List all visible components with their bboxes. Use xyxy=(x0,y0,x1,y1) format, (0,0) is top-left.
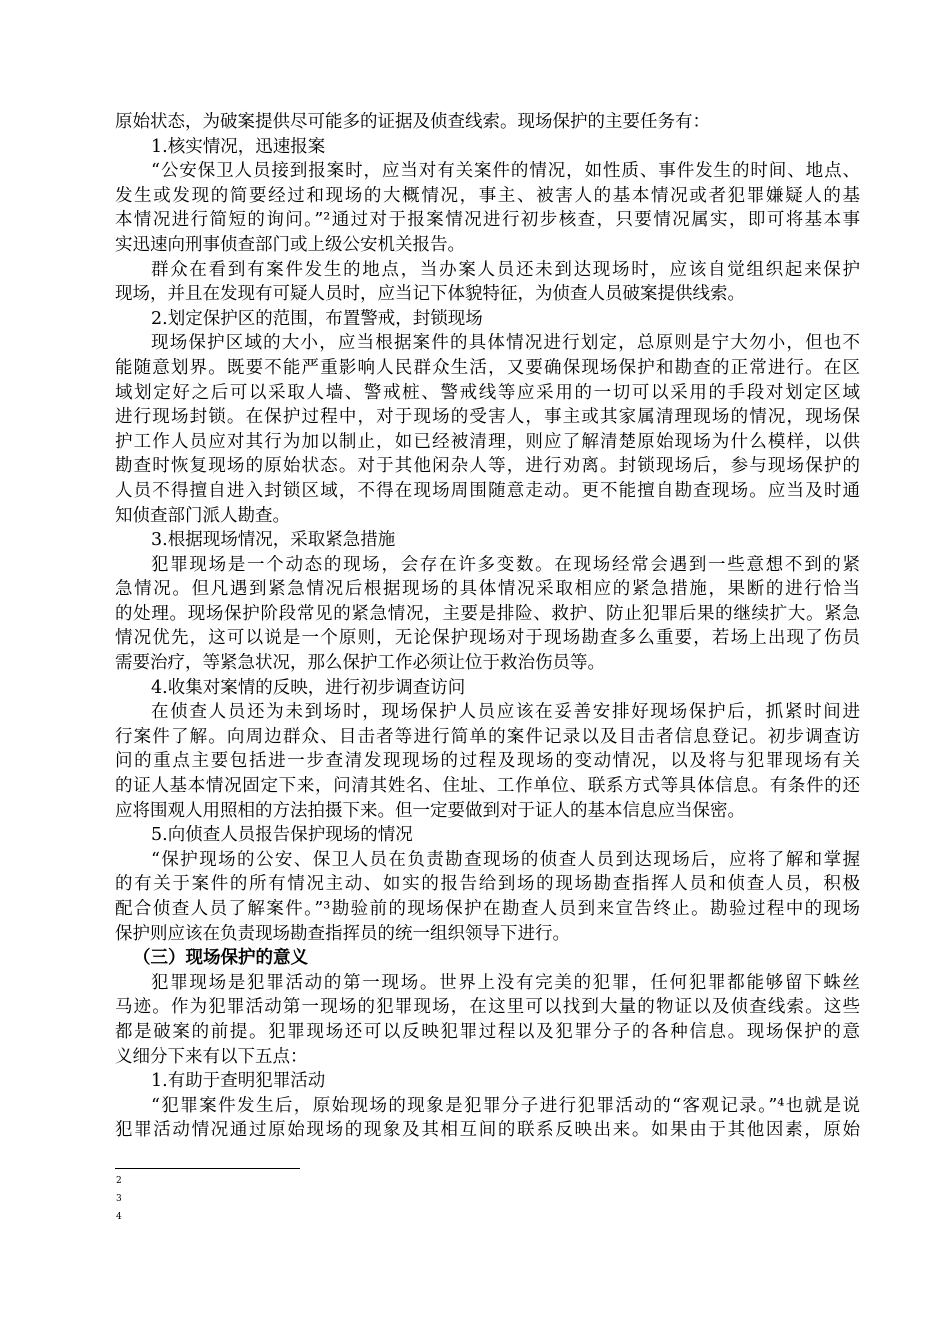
text-line: 的处理。现场保护阶段常见的紧急情况，主要是排险、救护、防止犯罪后果的继续扩大。紧急 xyxy=(115,603,860,624)
text-line: 护工作人员应对其行为加以制止，如已经被清理，则应了解清楚原始现场为什么模样，以供 xyxy=(115,431,860,452)
text-line: 3.根据现场情况，采取紧急措施 xyxy=(151,530,396,551)
text-line: 问的重点主要包括进一步查清发现现场的过程及现场的变动情况，以及将与犯罪现场有关 xyxy=(115,751,860,772)
footnote-2: 2 xyxy=(116,1176,122,1186)
text-line: 现场保护区域的大小，应当根据案件的具体情况进行划定，总原则是宁大勿小，但也不 xyxy=(151,333,860,354)
text-line: 马迹。作为犯罪活动第一现场的犯罪现场，在这里可以找到大量的物证以及侦查线索。这些 xyxy=(115,997,860,1018)
text-line: “犯罪案件发生后，原始现场的现象是犯罪分子进行犯罪活动的“客观记录。”⁴也就是说 xyxy=(151,1095,860,1116)
text-line: 保护则应该在负责现场勘查指挥员的统一组织领导下进行。 xyxy=(115,923,570,944)
text-line: 实迅速向刑事侦查部门或上级公安机关报告。 xyxy=(115,234,465,255)
text-line: “公安保卫人员接到报案时，应当对有关案件的情况，如性质、事件发生的时间、地点、 xyxy=(151,161,860,182)
text-line: 域划定好之后可以采取人墙、警戒桩、警戒线等应采用的一切可以采用的手段对划定区域 xyxy=(115,382,860,403)
text-line: 情况优先，这可以说是一个原则，无论保护现场对于现场勘查多么重要，若场上出现了伤员 xyxy=(115,628,860,649)
text-line: 群众在看到有案件发生的地点，当办案人员还未到达现场时，应该自觉组织起来保护 xyxy=(151,259,860,280)
text-line: 2.划定保护区的范围，布置警戒，封锁现场 xyxy=(151,308,483,329)
text-line: 1.核实情况，迅速报案 xyxy=(151,136,326,157)
text-line: 急情况。但凡遇到紧急情况后根据现场的具体情况采取相应的紧急措施，果断的进行恰当 xyxy=(115,579,860,600)
text-line: “保护现场的公安、保卫人员在负责勘查现场的侦查人员到达现场后，应将了解和掌握 xyxy=(151,849,860,870)
text-line: 的有关于案件的所有情况主动、如实的报告给到场的现场勘查指挥人员和侦查人员，积极 xyxy=(115,874,860,895)
text-line: 原始状态，为破案提供尽可能多的证据及侦查线索。现场保护的主要任务有： xyxy=(115,112,710,132)
footnote-separator xyxy=(115,1168,300,1169)
text-line: 需要治疗，等紧急状况，那么保护工作必须让位于救治伤员等。 xyxy=(115,653,605,674)
text-line: 4.收集对案情的反映，进行初步调查访问 xyxy=(151,677,466,698)
document-body xyxy=(115,110,860,1143)
text-line: 进行现场封锁。在保护过程中，对于现场的受害人，事主或其家属清理现场的情况，现场保 xyxy=(115,407,860,428)
text-line: 勘查时恢复现场的原始状态。对于其他闲杂人等，进行劝离。封锁现场后，参与现场保护的 xyxy=(115,456,860,477)
text-line: 本情况进行简短的询问。”²通过对于报案情况进行初步核查，只要情况属实，即可将基本事 xyxy=(115,210,860,231)
footnote-4: 4 xyxy=(116,1212,122,1222)
text-line: 应将围观人用照相的方法拍摄下来。但一定要做到对于证人的基本信息应当保密。 xyxy=(115,800,745,821)
text-line: 知侦查部门派人勘查。 xyxy=(115,505,290,526)
text-line: 现场，并且在发现有可疑人员时，应当记下体貌特征，为侦查人员破案提供线索。 xyxy=(115,284,745,305)
text-line: 犯罪现场是一个动态的现场，会存在许多变数。在现场经常会遇到一些意想不到的紧 xyxy=(151,554,860,575)
text-line: 能随意划界。既要不能严重影响人民群众生活，又要确保现场保护和勘查的正常进行。在区 xyxy=(115,357,860,378)
text-line: 1.有助于查明犯罪活动 xyxy=(151,1071,326,1092)
text-line: 犯罪现场是犯罪活动的第一现场。世界上没有完美的犯罪，任何犯罪都能够留下蛛丝 xyxy=(151,972,860,993)
text-line: 的证人基本情况固定下来，问清其姓名、住址、工作单位、联系方式等具体信息。有条件的还 xyxy=(115,776,860,797)
footnote-3: 3 xyxy=(116,1194,122,1204)
text-line: 犯罪活动情况通过原始现场的现象及其相互间的联系反映出来。如果由于其他因素，原始 xyxy=(115,1120,860,1141)
text-line: 5.向侦查人员报告保护现场的情况 xyxy=(151,825,413,846)
text-line: 在侦查人员还为未到场时，现场保护人员应该在妥善安排好现场保护后，抓紧时间进 xyxy=(151,702,860,723)
text-line: 都是破案的前提。犯罪现场还可以反映犯罪过程以及犯罪分子的各种信息。现场保护的意 xyxy=(115,1021,860,1042)
text-line: 义细分下来有以下五点： xyxy=(115,1046,308,1067)
text-line: 配合侦查人员了解案件。”³勘验前的现场保护在勘查人员到来宣告终止。勘验过程中的现场 xyxy=(115,899,860,919)
text-line: 人员不得擅自进入封锁区域，不得在现场周围随意走动。更不能擅自勘查现场。应当及时通 xyxy=(115,480,860,501)
text-line: 行案件了解。向周边群众、目击者等进行简单的案件记录以及目击者信息登记。初步调查访 xyxy=(115,726,860,747)
text-line: 发生或发现的简要经过和现场的大概情况，事主、被害人的基本情况或者犯罪嫌疑人的基 xyxy=(115,185,860,206)
section-heading: （三）现场保护的意义 xyxy=(133,948,308,969)
